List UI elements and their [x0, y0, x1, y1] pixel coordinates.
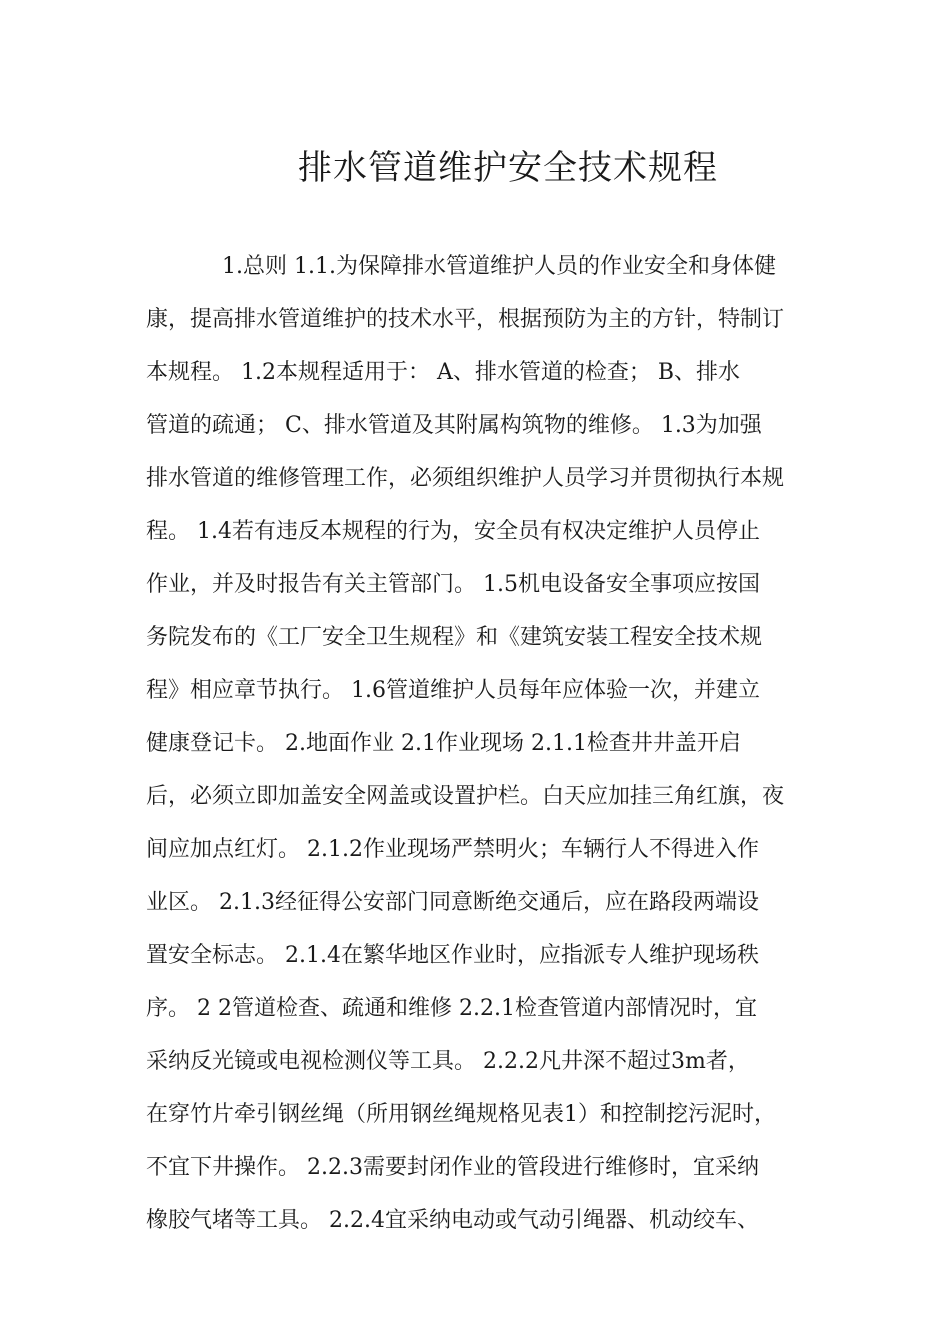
document-title: 排水管道维护安全技术规程	[298, 147, 718, 188]
body-line: 健康登记卡。 2.地面作业 2.1作业现场 2.1.1检查井井盖开启	[146, 731, 741, 756]
body-line: 在穿竹片牵引钢丝绳（所用钢丝绳规格见表1）和控制挖污泥时，	[146, 1102, 776, 1127]
body-line: 管道的疏通； C、排水管道及其附属构筑物的维修。 1.3为加强	[146, 413, 762, 438]
body-line: 后，必须立即加盖安全网盖或设置护栏。白天应加挂三角红旗，夜	[146, 784, 785, 809]
body-line: 程。 1.4若有违反本规程的行为，安全员有权决定维护人员停止	[146, 519, 760, 544]
body-line: 作业，并及时报告有关主管部门。 1.5机电设备安全事项应按国	[146, 572, 760, 597]
body-line: 务院发布的《工厂安全卫生规程》和《建筑安装工程安全技术规	[146, 625, 763, 650]
body-line: 1.总则 1.1.为保障排水管道维护人员的作业安全和身体健	[222, 254, 776, 279]
body-line: 康，提高排水管道维护的技术水平，根据预防为主的方针，特制订	[146, 307, 785, 332]
body-line: 置安全标志。 2.1.4在繁华地区作业时，应指派专人维护现场秩	[146, 943, 759, 968]
document-body	[146, 240, 826, 1247]
body-line: 序。 2 2管道检查、疏通和维修 2.2.1检查管道内部情况时，宜	[146, 996, 757, 1021]
body-line: 间应加点红灯。 2.1.2作业现场严禁明火；车辆行人不得进入作	[146, 837, 759, 862]
body-line: 本规程。 1.2本规程适用于： A、排水管道的检查； B、排水	[146, 360, 741, 385]
body-line: 橡胶气堵等工具。 2.2.4宜采纳电动或气动引绳器、机动绞车、	[146, 1208, 759, 1233]
body-line: 采纳反光镜或电视检测仪等工具。 2.2.2凡井深不超过3m者，	[146, 1049, 750, 1074]
body-line: 业区。 2.1.3经征得公安部门同意断绝交通后，应在路段两端设	[146, 890, 759, 915]
body-line: 排水管道的维修管理工作，必须组织维护人员学习并贯彻执行本规	[146, 466, 785, 491]
body-line: 不宜下井操作。 2.2.3需要封闭作业的管段进行维修时，宜采纳	[146, 1155, 759, 1180]
body-line: 程》相应章节执行。 1.6管道维护人员每年应体验一次，并建立	[146, 678, 760, 703]
